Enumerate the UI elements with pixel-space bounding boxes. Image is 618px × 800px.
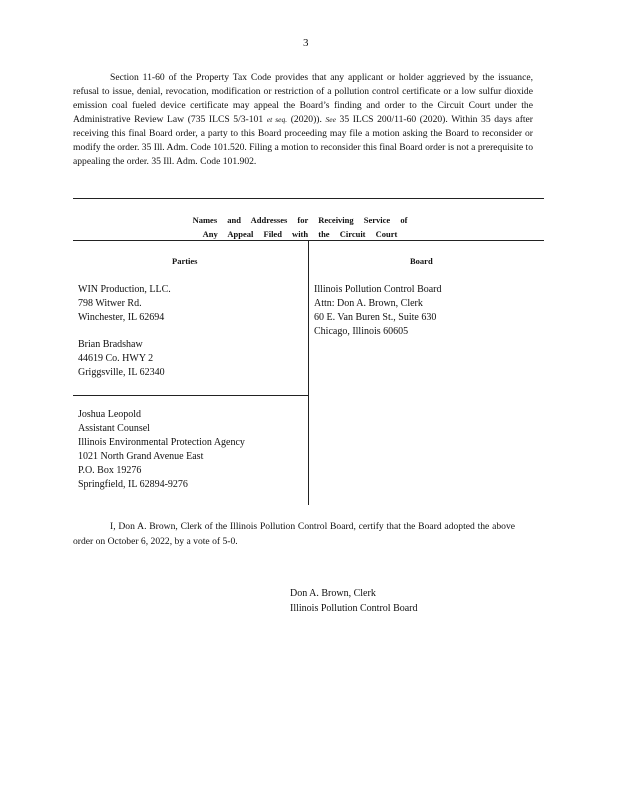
address-line: 1021 North Grand Avenue East — [78, 451, 204, 462]
board-column-label: Board — [410, 256, 433, 266]
table-top-rule — [73, 198, 544, 199]
table-header — [150, 213, 450, 241]
address-line: Griggsville, IL 62340 — [78, 367, 165, 378]
address-line: Springfield, IL 62894-9276 — [78, 479, 188, 490]
et-seq: et seq. — [266, 115, 288, 124]
address-line: 44619 Co. HWY 2 — [78, 353, 154, 364]
address-line: Joshua Leopold — [78, 409, 142, 420]
party-address-bradshaw — [78, 338, 165, 380]
address-line: Winchester, IL 62694 — [78, 312, 165, 323]
address-line: 60 E. Van Buren St., Suite 630 — [314, 312, 437, 323]
party-address-win-production — [78, 283, 171, 325]
address-line: WIN Production, LLC. — [78, 284, 171, 295]
address-line: 798 Witwer Rd. — [78, 298, 142, 309]
signer-name: Don A. Brown, Clerk — [290, 588, 376, 599]
parties-column-label: Parties — [172, 256, 198, 266]
address-line: Assistant Counsel — [78, 423, 150, 434]
table-header-line2: Any Appeal Filed with the Circuit Court — [202, 229, 398, 239]
party-address-iepa — [78, 408, 245, 492]
paragraph-text-c: 35 ILCS 200/11-60 (2020). Within 35 days after receiving this final Board order, a party to this Board proceeding may file a motion asking the Board to reconsider or modify the order. 35 Ill. Adm. Code 101.520. Filing a motion to reconsider this final Board order is not a prerequisite to appealing the order. 35 Ill. Adm. Code 101.902. — [73, 114, 534, 167]
clerk-certification: I, Don A. Brown, Clerk of the Illinois Pollution Control Board, certify that the Board adopted the above order on October 6, 2022, by a vote of 5-0. — [73, 521, 515, 547]
see-signal: See — [325, 115, 336, 124]
parties-divider — [73, 395, 308, 396]
page-number: 3 — [303, 37, 309, 49]
signature-block — [290, 586, 418, 616]
paragraph-text-b: (2020)). — [290, 114, 322, 125]
address-line: Attn: Don A. Brown, Clerk — [314, 298, 423, 309]
address-line: Brian Bradshaw — [78, 339, 143, 350]
address-line: Chicago, Illinois 60605 — [314, 326, 409, 337]
paragraph-text-a: Section 11-60 of the Property Tax Code provides that any applicant or holder aggrieved by the issuance, refusal to issue, denial, revocation, modification or restriction of a pollution control certificate or a low sulfur dioxide emission coal fueled device certificate may appeal the Board’s finding and order to the Circuit Court under the Administrative Review Law (735 ILCS 5/3-101 — [73, 72, 533, 125]
board-address — [314, 283, 442, 339]
column-divider — [308, 240, 309, 505]
address-line: Illinois Environmental Protection Agency — [78, 437, 245, 448]
table-header-line1: Names and Addresses for Receiving Service of — [192, 215, 408, 225]
address-line: Illinois Pollution Control Board — [314, 284, 442, 295]
appeal-rights-paragraph — [73, 71, 533, 169]
signer-organization: Illinois Pollution Control Board — [290, 603, 418, 614]
address-line: P.O. Box 19276 — [78, 465, 142, 476]
